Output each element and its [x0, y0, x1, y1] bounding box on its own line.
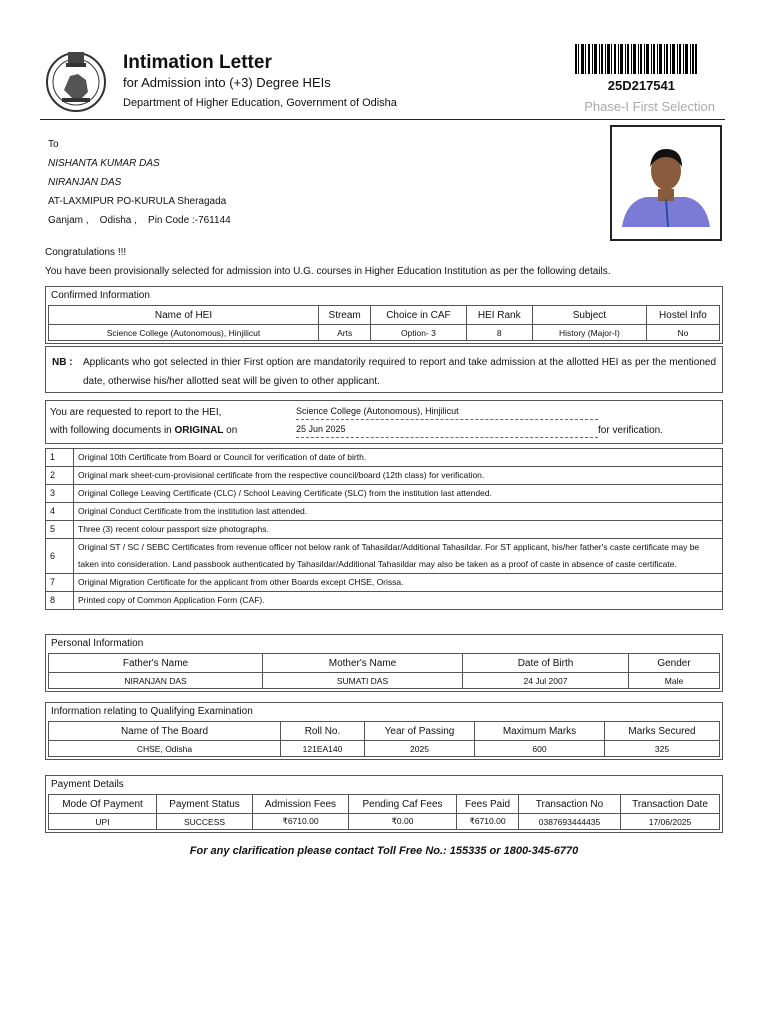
table-cell: 0387693444435: [519, 814, 621, 830]
table-header: Transaction Date: [621, 795, 720, 814]
table-row: [49, 325, 720, 341]
recipient-address: [48, 138, 231, 233]
table-cell: No: [646, 325, 719, 341]
report-line-2: [50, 425, 237, 436]
report-instructions: [45, 400, 723, 444]
congrats-line: Congratulations !!!: [45, 247, 127, 258]
item-number: 3: [46, 485, 74, 503]
table-header: Year of Passing: [365, 722, 475, 741]
verification-text: for verification.: [598, 425, 664, 436]
item-text: Original College Leaving Certificate (CLC) / School Leaving Certificate (SLC) from the institution last attended.: [74, 485, 723, 503]
letter-header: [40, 40, 725, 120]
table-header: Mother's Name: [263, 654, 463, 673]
table-cell: 121EA140: [281, 741, 365, 757]
table-cell: NIRANJAN DAS: [49, 673, 263, 689]
payment-section: [45, 775, 723, 833]
list-item: [46, 574, 723, 592]
list-item: [46, 539, 723, 574]
section-title: Payment Details: [51, 779, 124, 790]
table-cell: 600: [475, 741, 605, 757]
report-line-1: You are requested to report to the HEI,: [50, 407, 222, 418]
report-text: with following documents in: [50, 425, 175, 436]
photo-frame: [610, 125, 722, 241]
table-header: Father's Name: [49, 654, 263, 673]
table-cell: History (Major-I): [532, 325, 646, 341]
item-number: 8: [46, 592, 74, 610]
item-text: Printed copy of Common Application Form (CAF).: [74, 592, 723, 610]
table-header: Name of The Board: [49, 722, 281, 741]
table-cell: SUCCESS: [157, 814, 253, 830]
table-header: Mode Of Payment: [49, 795, 157, 814]
father-name: NIRANJAN DAS: [48, 177, 122, 188]
table-cell: 17/06/2025: [621, 814, 720, 830]
address-line-1: AT-LAXMIPUR PO-KURULA Sheragada: [48, 196, 227, 207]
confirmed-info-table: [48, 305, 720, 341]
department-name: Department of Higher Education, Government of Odisha: [123, 97, 397, 109]
table-header: Name of HEI: [49, 306, 319, 325]
exam-info-table: [48, 721, 720, 757]
item-number: 7: [46, 574, 74, 592]
list-item: [46, 449, 723, 467]
item-text: Original mark sheet-cum-provisional certificate from the respective council/board (12th class) for verification.: [74, 467, 723, 485]
report-date: 25 Jun 2025: [296, 424, 598, 438]
table-cell: UPI: [49, 814, 157, 830]
list-item: [46, 485, 723, 503]
report-text: on: [223, 425, 238, 436]
table-header: Gender: [629, 654, 720, 673]
item-number: 1: [46, 449, 74, 467]
table-header: Transaction No: [519, 795, 621, 814]
list-item: [46, 503, 723, 521]
table-cell: Option- 3: [371, 325, 466, 341]
applicant-photo: [616, 131, 716, 235]
section-title: Personal Information: [51, 638, 144, 649]
item-number: 5: [46, 521, 74, 539]
table-cell: 8: [466, 325, 532, 341]
address-line-2: Ganjam , Odisha , Pin Code :-761144: [48, 215, 231, 226]
original-label: ORIGINAL: [174, 425, 224, 436]
table-cell: 24 Jul 2007: [463, 673, 629, 689]
table-cell: Arts: [319, 325, 371, 341]
item-number: 6: [46, 539, 74, 574]
item-text: Original Conduct Certificate from the institution last attended.: [74, 503, 723, 521]
table-header: Marks Secured: [605, 722, 720, 741]
table-cell: Science College (Autonomous), Hinjilicut: [49, 325, 319, 341]
personal-info-table: [48, 653, 720, 689]
documents-list: [45, 448, 723, 610]
nb-notice: [45, 346, 723, 393]
personal-info-section: [45, 634, 723, 692]
selection-phase: Phase-I First Selection: [584, 99, 715, 114]
table-header: Choice in CAF: [371, 306, 466, 325]
payment-table: [48, 794, 720, 830]
table-cell: CHSE, Odisha: [49, 741, 281, 757]
item-text: Original 10th Certificate from Board or Council for verification of date of birth.: [74, 449, 723, 467]
table-header: Fees Paid: [457, 795, 519, 814]
table-header: Hostel Info: [646, 306, 719, 325]
table-cell: SUMATI DAS: [263, 673, 463, 689]
applicant-name: NISHANTA KUMAR DAS: [48, 158, 160, 169]
list-item: [46, 592, 723, 610]
page-title: Intimation Letter: [123, 52, 272, 73]
item-text: Original ST / SC / SEBC Certificates from revenue officer not below rank of Tahasildar/Additional Tahasildar. For ST applicant, his/her father's caste certificate may be taken into consideration. Land passbook authenticated by Tahasildar/Additional Tahasildar may also be taken as a proof of caste in absence of caste certificate.: [74, 539, 723, 574]
table-row: [49, 741, 720, 757]
table-cell: Male: [629, 673, 720, 689]
helpline-footer: For any clarification please contact Toll Free No.: 155335 or 1800-345-6770: [189, 845, 579, 857]
table-header: HEI Rank: [466, 306, 532, 325]
table-cell: ₹6710.00: [253, 814, 349, 830]
table-header: Stream: [319, 306, 371, 325]
item-number: 4: [46, 503, 74, 521]
to-label: To: [48, 139, 59, 150]
report-hei: Science College (Autonomous), Hinjilicut: [296, 406, 598, 420]
barcode-icon: [575, 44, 697, 74]
section-title: Information relating to Qualifying Examination: [51, 706, 253, 717]
nb-label: NB :: [52, 357, 73, 368]
table-header: Subject: [532, 306, 646, 325]
table-cell: 325: [605, 741, 720, 757]
table-header: Roll No.: [281, 722, 365, 741]
list-item: [46, 467, 723, 485]
list-item: [46, 521, 723, 539]
table-header: Admission Fees: [253, 795, 349, 814]
page-subtitle: for Admission into (+3) Degree HEIs: [123, 75, 331, 90]
table-header: Pending Caf Fees: [349, 795, 457, 814]
table-header: Date of Birth: [463, 654, 629, 673]
item-text: Original Migration Certificate for the applicant from other Boards except CHSE, Orissa.: [74, 574, 723, 592]
congratulation-text: [45, 246, 611, 284]
table-header: Payment Status: [157, 795, 253, 814]
odisha-emblem-icon: [44, 46, 108, 114]
table-row: [49, 673, 720, 689]
selection-message: You have been provisionally selected for admission into U.G. courses in Higher Education Institution as per the following details.: [45, 266, 611, 277]
nb-text: Applicants who got selected in thier First option are mandatorily required to report and take admission at the allotted HEI as per the mentioned date, otherwise his/her allotted seat will be given to other applicant.: [83, 357, 716, 387]
table-cell: ₹0.00: [349, 814, 457, 830]
item-number: 2: [46, 467, 74, 485]
exam-info-section: [45, 702, 723, 760]
confirmed-info-section: [45, 286, 723, 344]
table-cell: ₹6710.00: [457, 814, 519, 830]
table-cell: 2025: [365, 741, 475, 757]
table-row: [49, 814, 720, 830]
table-header: Maximum Marks: [475, 722, 605, 741]
section-title: Confirmed Information: [51, 290, 150, 301]
item-text: Three (3) recent colour passport size photographs.: [74, 521, 723, 539]
application-number: 25D217541: [607, 78, 675, 93]
